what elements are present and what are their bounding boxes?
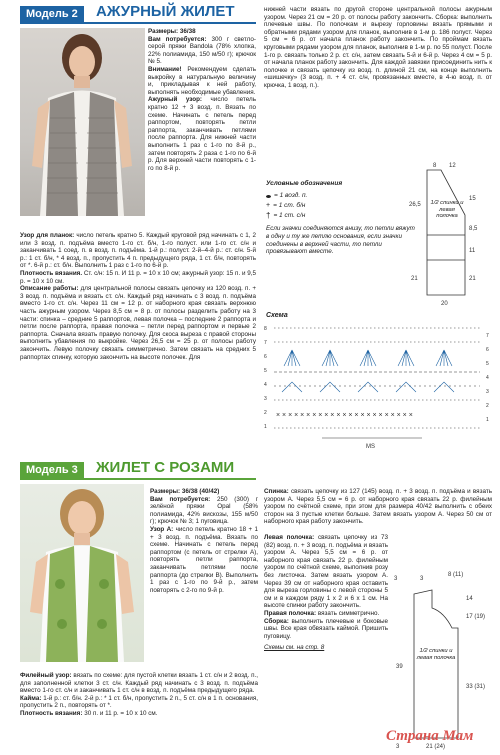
m2-dim-left-a: 26,5 [409, 202, 421, 208]
model2-legend [266, 180, 416, 256]
model2-attention: Рекомендуем сделать выкройку в натуральную величину и, прикладывая к ней работу, выполнять необходимые убавления. [148, 65, 257, 96]
model3-body [20, 672, 258, 718]
model3-badge: Модель 3 [20, 462, 84, 478]
model3-pattern-diagram [392, 568, 496, 752]
svg-text:× × × × × × × × × × × × × × ×: × × × × × × × × × × × × × × × × × × × × × × × [276, 412, 413, 419]
svg-text:6: 6 [486, 347, 489, 353]
model3-assembly-head: Сборка: [264, 617, 289, 625]
svg-text:6: 6 [264, 354, 267, 360]
scheme-label: Схема [266, 312, 288, 319]
model3-title: ЖИЛЕТ С РОЗАМИ [96, 459, 235, 476]
model3-left-block [264, 534, 388, 652]
model3-density-head: Плотность вязания: [20, 709, 83, 717]
svg-text:5: 5 [264, 368, 267, 374]
model2-plank-head: Узор для планок: [20, 232, 75, 239]
model3-photo [20, 484, 144, 662]
model2-photo-illustration [20, 28, 145, 216]
model2-plank: число петель кратно 5. Каждый круговой ряд начинать с 1, 2 или 3 возд. п. подъёма вместо 1-го ст. б/н, 1-го полуст. или 1-го ст. с/н и заканчивать 1 соед. п. в возд. п. подъёма. 1-й р.: полуст. 2-й–4-й р.: ст. с/н. 5-й р.: 1 ст. б/н, * 4 возд. п., пропустить 4 п. предыдущего ряда, 1 ст. б/н, повторять от *. 6-й р.: ст. б/н. Выполнить 1 раз с 1-го по 6-й р. [20, 232, 257, 270]
double-crochet-icon: † [266, 211, 271, 220]
model2-title-rule [20, 22, 256, 24]
m2-pattern-label: 1/2 спинки и левая полочка [430, 200, 464, 219]
svg-text:1: 1 [264, 424, 267, 430]
model3-edge: 1-й р.: ст. б/н. 2-й р.: * 1 ст. б/н, пропустить 2 п., 5 ст. с/н в 1 п. основания, пропустить 2 п., повторять от *. [20, 694, 258, 710]
svg-text:7: 7 [264, 340, 267, 346]
model2-density: Ст. с/н: 15 п. И 11 р. = 10 х 10 см; ажурный узор: 15 п. и 9,5 р. = 10 х 10 см. [20, 269, 256, 285]
m2-dim-top-a: 8 [433, 163, 437, 169]
m3-dim-f: 33 (31) [466, 684, 486, 690]
model2-body [20, 232, 256, 361]
model3-fillet-head: Филейный узор: [20, 672, 72, 679]
model2-lace-head: Ажурный узор: [148, 96, 203, 104]
single-crochet-icon: + [266, 202, 271, 209]
legend-row-chain [266, 192, 416, 200]
model3-right: вязать симметрично. [317, 609, 380, 617]
model2-col2-text: нижней части вязать по другой стороне центральной полосы ажурным узором. Через 21 см = 20 р. от полосы работу закончить. Сборка: выполнить плечевые швы. По полочкам и вырезу горловины вязать прямыми и обратными рядами узором для планок, выполнив в 1-м р. 186 полуст. Через 5 см = 6 р. от начала планок работу закончить. По проймам вязать круговыми рядами узором для планок, выполнив в 1-м р. по 55 полуст. После 1-го р. связать только 2 р. ст. с/н, затем связать 5-й и 6-й р. Через 4 см = 5 р. от начала планок работу закончить. Для каждой завязки присоединить нить к полочке и связать цепочку из возд. п. длиной 21 см, на конце выполнить «шишечку» (3 возд. п. + 4 ст. с/н, провязанных вместе, в 4-ю возд. п. от крючка, 1 возд. п.). [264, 6, 492, 89]
model3-back: связать цепочку из 127 (145) возд. п. + 3 возд. п. подъёма и вязать узором А. Через 5,5 см = 6 р. от наборного края связать 22 р. филейным узором по счётной схеме, при этом для размера 40/42 выполнить с обеих сторон на 3 пустые клетки больше. Затем вязать узором А. Через 50 см от наборного края работу закончить. [264, 488, 492, 526]
model3-assembly: выполнить плечевые и боковые швы. Все края обвязать каймой. Пришить пуговицу. [264, 617, 389, 640]
model3-ref[interactable]: Схемы см. на стр. 8 [264, 644, 325, 652]
model2-title: АЖУРНЫЙ ЖИЛЕТ [96, 3, 235, 20]
m2-dim-right-c: 11 [469, 248, 476, 254]
model3-patternA-head: Узор А: [150, 525, 174, 533]
svg-text:3: 3 [486, 389, 489, 395]
model2-sizes: Размеры: 36/38 [148, 28, 196, 35]
svg-text:8: 8 [264, 326, 267, 332]
model3-patternA: число петель кратно 18 + 1 + 3 возд. п. подъёма. Вязать по схеме. Начинать с петель перед раппортом (с петель от стрелки А), повторять петли раппорта, заканчивать петлями после раппорта (до стрелки В). Выполнить 1 раз с 1-го по 9-й р., затем повторять с 2-го по 9-й р. [150, 525, 258, 594]
svg-text:3: 3 [264, 396, 267, 402]
model3-right-head: Правая полочка: [264, 609, 317, 617]
m3-dim-g: 39 [396, 664, 403, 670]
model2-photo [20, 28, 145, 216]
m3-dim-c: 8 (11) [448, 572, 464, 578]
legend-chain-label: = 1 возд. п. [274, 192, 308, 199]
m3-dim-e: 17 (19) [466, 614, 486, 620]
svg-text:2: 2 [486, 403, 489, 409]
legend-note: Если значки соединяются внизу, то петли вяжут в одну и ту же петлю основания, если значки соединены в верхней части, то петли провязывают вместе. [266, 225, 415, 256]
model2-desc-head: Описание работы: [20, 285, 79, 293]
m2-dim-right-a: 8,5 [469, 226, 478, 232]
m3-dim-d: 14 [466, 596, 473, 602]
ms-label: MS [366, 444, 375, 450]
legend-row-dc [266, 212, 416, 220]
model2-intro [148, 28, 256, 172]
m2-dim-bottom: 20 [441, 301, 448, 307]
m3-dim-h: 21 (24) [426, 744, 446, 750]
legend-title: Условные обозначения [266, 180, 343, 187]
model3-fillet: вязать по схеме: для пустой клетки вязать 1 ст. с/н и 2 возд. п., для заполненной клетки 3 ст. с/н. Каждый ряд начинать с 3 возд. п. подъёма вместо 1-го ст. с/н и заканчивать 1 ст. с/н в возд. п. подъёма предыдущего ряда. [20, 672, 258, 695]
model2-density-head: Плотность вязания. [20, 269, 83, 277]
svg-text:2: 2 [264, 410, 267, 416]
svg-text:4: 4 [486, 375, 489, 381]
model3-title-rule [20, 478, 256, 480]
legend-sc-label: = 1 ст. б/н [273, 202, 306, 209]
m3-dim-i: 3 [396, 744, 400, 750]
crochet-scheme [262, 320, 494, 450]
chain-stitch-icon [266, 195, 271, 198]
model3-intro [150, 488, 258, 594]
model2-badge: Модель 2 [20, 6, 84, 22]
model3-needed-head: Вам потребуется: [150, 495, 211, 503]
m2-dim-top-b: 12 [449, 163, 456, 169]
model3-sizes: Размеры: 36/38 (40/42) [150, 488, 220, 495]
model2-desc: для центральной полосы связать цепочку из 120 возд. п. + 3 возд. п. подъёма и вязать ст. с/н. Каждый ряд начинать с 3 возд. п. подъёма вместо 1-го ст. с/н. Через 11 см = 12 р. от наборного края связать верхнюю часть ажурным узором. Через 8,5 см = 8 р. от полосы разделить работу на 3 части: спинка – средние 5 раппортов, левая полочка – последние 2 раппорта и петли после раппорта, правая полочка – петли перед раппортом и первые 2 раппорта. Сначала вязать правую полочку. Для скоса выреза с правой стороны выполнить убавления по выкройке. Через 26,5 см = 25 р. от полосы работу закончить. Левую полочку связать симметрично. Затем связать на средних 5 раппортах спинку, которую закончить на высоте полочек. Для [20, 285, 256, 361]
svg-text:1: 1 [486, 417, 489, 423]
model2-needed-head: Вам потребуется: [148, 35, 207, 43]
svg-text:4: 4 [264, 382, 267, 388]
model3-left: связать цепочку из 73 (82) возд. п. + 3 возд. п. подъёма и вязать узором А. Через 5,5 см = 6 р. от наборного края связать 22 р. филейным узором по счётной схеме, выполнив розу без листочка. Затем вязать узором А. Через 39 см от наборного края оставить для выреза горловины с левой стороны 5 см и в каждом ряду 1 х 2 и 6 х 1 см. На высоте спинки работу закончить. [264, 534, 388, 610]
model2-lace: число петель кратно 12 + 3 возд. п. Вязать по схеме. Начинать с петель перед раппортом, повторять петли раппорта, заканчивать петлями после раппорта. Для нижней части выполнить 1 раз с 1-го по 8-й р., затем повторять 2 раза с 1-го по 6-й р. Для верхней части повторять с 1-го по 8-й р. [148, 96, 256, 172]
m2-dim-left-b: 21 [411, 276, 418, 282]
model2-pattern-diagram [405, 160, 495, 310]
model3-density: 30 п. и 11 р. = 10 х 10 см. [84, 709, 158, 717]
legend-row-sc [266, 202, 416, 210]
legend-dc-label: = 1 ст. с/н [273, 212, 306, 219]
model3-left-head: Левая полочка: [264, 534, 315, 541]
svg-text:7: 7 [486, 333, 489, 339]
m3-pattern-label: 1/2 спинки и левая полочка [416, 648, 456, 661]
m2-dim-right-b: 15 [469, 196, 476, 202]
model3-photo-illustration [20, 484, 144, 662]
model2-attention-head: Внимание! [148, 65, 182, 73]
model3-edge-head: Кайма: [20, 694, 42, 702]
svg-text:5: 5 [486, 361, 489, 367]
m3-dim-a: 3 [394, 576, 398, 582]
watermark: Страна Мам [386, 728, 474, 744]
model2-needed: 300 г светло-серой пряжи Bandola (78% хлопка, 22% полиамида, 150 м/50 г); крючок № 5. [148, 35, 257, 66]
model3-needed: 250 (300) г зелёной пряжи Opal (58% полиамида, 42% вискозы, 155 м/50 г); крючок № 3; 1 пуговица. [150, 495, 259, 526]
model3-back-head: Спинка: [264, 488, 289, 495]
model3-back-block [264, 488, 492, 526]
m3-dim-b: 3 [420, 576, 424, 582]
m2-dim-right-d: 21 [469, 276, 476, 282]
